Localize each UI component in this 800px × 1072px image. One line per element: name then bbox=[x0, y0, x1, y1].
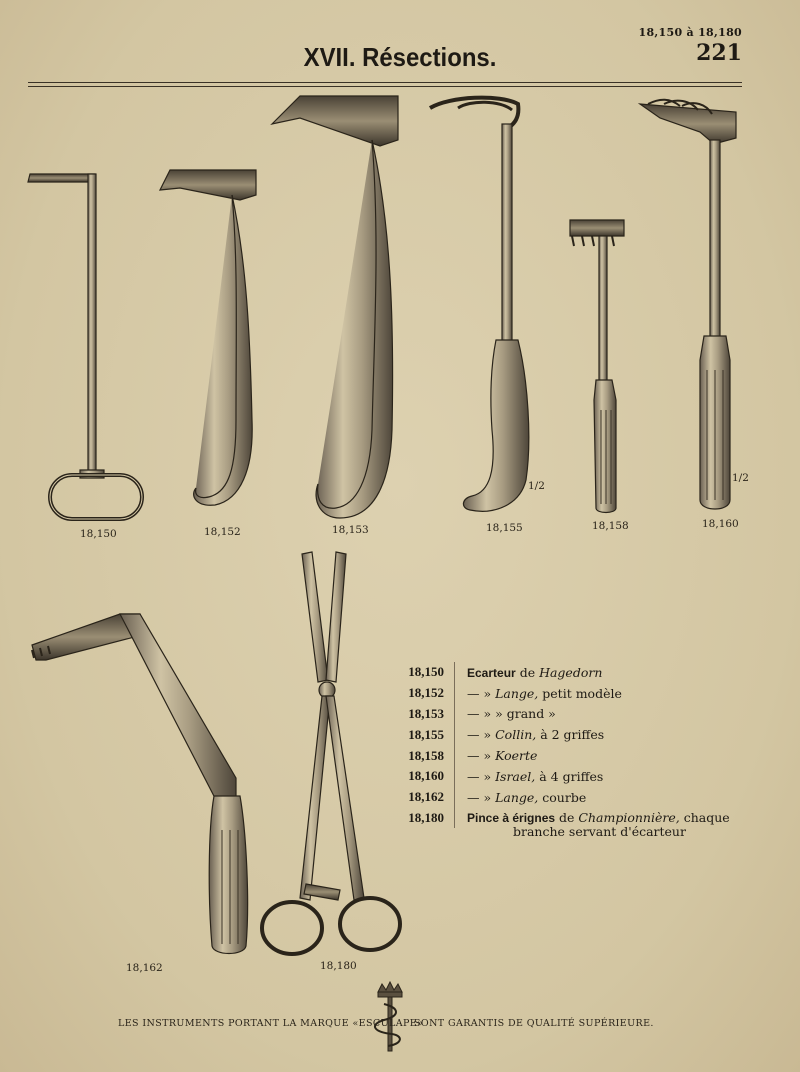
scale-note: 1/2 bbox=[732, 472, 749, 484]
instrument-18152-illustration bbox=[160, 170, 256, 505]
instrument-18180-illustration bbox=[262, 552, 400, 954]
item-number: 18,160 bbox=[392, 766, 455, 787]
item-number: 18,162 bbox=[392, 787, 455, 808]
item-number: 18,152 bbox=[392, 683, 455, 704]
item-description: — » Lange, petit modèle bbox=[467, 685, 622, 701]
esculape-emblem bbox=[375, 982, 402, 1051]
item-description: Ecarteur de Hagedorn bbox=[467, 664, 603, 680]
figure-caption: 18,158 bbox=[592, 520, 629, 532]
item-description: — » Koerte bbox=[467, 748, 538, 764]
item-description-continued: branche servant d'écarteur bbox=[513, 824, 686, 839]
page-range: 18,150 à 18,180 bbox=[638, 26, 742, 39]
figure-caption: 18,153 bbox=[332, 524, 369, 536]
item-description: Pince à érignes de Championnière, chaque bbox=[467, 810, 730, 826]
catalog-row bbox=[392, 662, 730, 683]
instrument-18158-illustration bbox=[570, 220, 624, 513]
item-number: 18,150 bbox=[392, 662, 455, 683]
item-number: 18,153 bbox=[392, 704, 455, 725]
page-title: XVII. Résections. bbox=[303, 42, 497, 72]
item-number: 18,180 bbox=[392, 808, 455, 829]
footer-text-left: LES INSTRUMENTS PORTANT LA MARQUE «ESCULAPE» bbox=[118, 1018, 424, 1029]
catalog-row bbox=[392, 704, 730, 725]
item-description: — » Israel, à 4 griffes bbox=[467, 768, 604, 784]
item-number: 18,158 bbox=[392, 745, 455, 766]
figure-caption: 18,162 bbox=[126, 962, 163, 974]
figure-caption: 18,150 bbox=[80, 528, 117, 540]
catalog-row bbox=[392, 745, 730, 766]
footer-text-right: SONT GARANTIS DE QUALITÉ SUPÉRIEURE. bbox=[414, 1018, 654, 1029]
figure-caption: 18,180 bbox=[320, 960, 357, 972]
catalog-row bbox=[392, 787, 730, 808]
instrument-18153-illustration bbox=[272, 96, 398, 518]
catalog-row bbox=[392, 683, 730, 704]
figure-caption: 18,155 bbox=[486, 522, 523, 534]
instrument-18160-illustration bbox=[640, 100, 736, 509]
figure-caption: 18,160 bbox=[702, 518, 739, 530]
instrument-18150-illustration bbox=[28, 174, 142, 519]
scale-note: 1/2 bbox=[528, 480, 545, 492]
page-number: 221 bbox=[696, 40, 742, 66]
catalog-row bbox=[392, 724, 730, 745]
item-number: 18,155 bbox=[392, 724, 455, 745]
figure-caption: 18,152 bbox=[204, 526, 241, 538]
catalog-row bbox=[392, 766, 730, 787]
instrument-18162-illustration bbox=[32, 614, 248, 954]
item-description: — » Lange, courbe bbox=[467, 789, 587, 805]
instrument-18155-illustration bbox=[430, 98, 529, 512]
item-description: — » » grand » bbox=[467, 706, 556, 722]
catalog-table bbox=[392, 662, 730, 828]
item-description: — » Collin, à 2 griffes bbox=[467, 727, 605, 743]
